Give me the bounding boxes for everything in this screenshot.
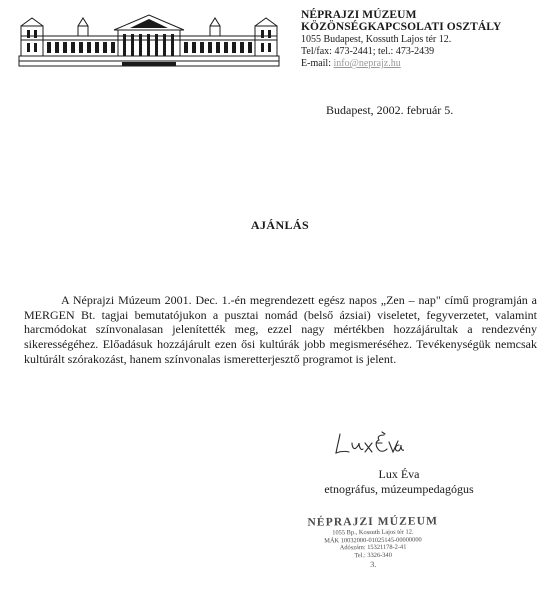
- stamp-bank-account: MÁK 10032000-01025145-00000000: [324, 536, 422, 545]
- institution-name: NÉPRAJZI MÚZEUM: [301, 9, 417, 21]
- department-name: KÖZÖNSÉGKAPCSOLATI OSZTÁLY: [301, 21, 502, 34]
- signer-name: Lux Éva: [378, 467, 420, 481]
- institution-address: 1055 Budapest, Kossuth Lajos tér 12.: [301, 33, 452, 45]
- stamp-tax-number: Adószám: 15321178-2-41: [339, 543, 407, 552]
- signer-role: etnográfus, múzeumpedagógus: [324, 482, 474, 496]
- email-label: E-mail:: [301, 58, 331, 70]
- stamp-phone: Tel.: 3326-340: [354, 551, 392, 559]
- handwritten-signature: [332, 431, 404, 457]
- signer-block: [300, 467, 498, 497]
- email-link[interactable]: info@neprajz.hu: [333, 58, 401, 70]
- document-title: AJÁNLÁS: [250, 218, 310, 232]
- museum-building-logo: [18, 12, 280, 68]
- institution-phone: Tel/fax: 473-2441; tel.: 473-2439: [301, 45, 435, 57]
- stamp-number: 3.: [370, 560, 377, 570]
- institution-email-line: [301, 58, 556, 70]
- stamp-address: 1055 Bp., Kossuth Lajos tér 12.: [332, 528, 414, 537]
- institution-header: [301, 9, 556, 70]
- stamp-name: NÉPRAJZI MÚZEUM: [307, 515, 439, 529]
- letter-body: A Néprajzi Múzeum 2001. Dec. 1.-én megrendezett egész napos „Zen – nap" című programján a MERGEN Bt. tagjai bemutatójukon a pusztai nomád (belső ázsiai) viseletet, fegyverzetet, valamint harcmódokat színvonalasan jelenítették meg, ezzel nagy mértékben hozzájárultak a rendezvény sikerességéhez. Előadásuk hozzájárult ezen ősi kultúrák jobb megismeréséhez. Tevékenységük nemcsak kultúrált szórakozást, hanem színvonalas ismeretterjesztő programot is jelent.: [24, 293, 537, 366]
- official-stamp: [288, 515, 459, 571]
- letter-date: Budapest, 2002. február 5.: [326, 103, 454, 117]
